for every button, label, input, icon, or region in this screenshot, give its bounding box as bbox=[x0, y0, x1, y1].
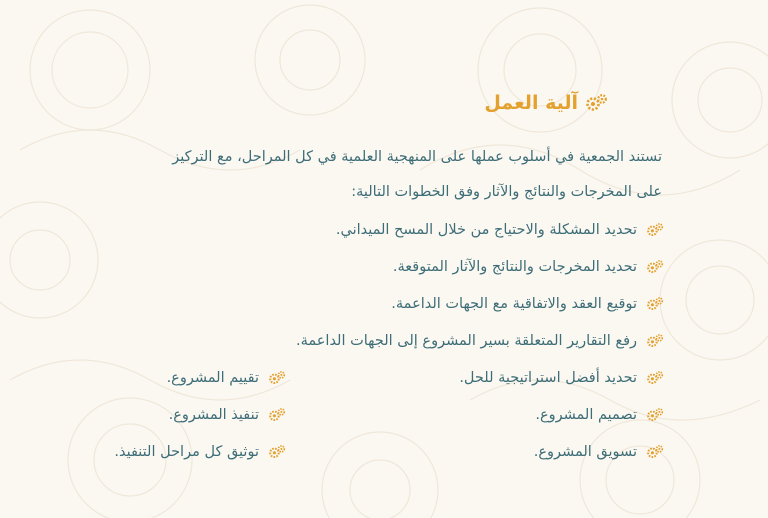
list-item bbox=[393, 259, 664, 275]
list-item-text: تحديد المخرجات والنتائج والآثار المتوقعة. bbox=[392, 259, 637, 275]
gear-icon bbox=[647, 260, 664, 274]
list-item-text: توقيع العقد والاتفاقية مع الجهات الداعمة. bbox=[391, 296, 637, 312]
section-heading bbox=[484, 92, 608, 114]
list-item-text: تنفيذ المشروع. bbox=[168, 407, 259, 423]
list-item-text: رفع التقارير المتعلقة بسير المشروع إلى الجهات الداعمة. bbox=[296, 333, 637, 349]
gear-icon bbox=[647, 297, 664, 311]
gear-icon bbox=[647, 223, 664, 237]
gear-icon bbox=[647, 371, 664, 385]
list-item bbox=[459, 370, 664, 386]
section-title: آلية العمل bbox=[484, 92, 578, 114]
list-item bbox=[535, 407, 664, 423]
gear-icon bbox=[647, 445, 664, 459]
list-item bbox=[169, 407, 286, 423]
list-item-text: تقييم المشروع. bbox=[166, 370, 259, 386]
list-item bbox=[391, 296, 664, 312]
gear-icon bbox=[269, 408, 286, 422]
intro-line-2: على المخرجات والنتائج والآثار وفق الخطوات التالية: bbox=[351, 184, 662, 200]
gear-icon bbox=[269, 445, 286, 459]
gear-icon bbox=[647, 408, 664, 422]
list-item bbox=[336, 222, 664, 238]
list-item-text: تحديد المشكلة والاحتياج من خلال المسح الميداني. bbox=[335, 222, 637, 238]
list-item-text: تسويق المشروع. bbox=[533, 444, 637, 460]
list-item bbox=[114, 444, 286, 460]
gear-icon bbox=[586, 94, 608, 112]
list-item bbox=[534, 444, 664, 460]
list-item bbox=[296, 333, 664, 349]
gear-icon bbox=[647, 334, 664, 348]
list-item-text: توثيق كل مراحل التنفيذ. bbox=[114, 444, 259, 460]
gear-icon bbox=[269, 371, 286, 385]
list-item bbox=[167, 370, 286, 386]
list-item-text: تحديد أفضل استراتيجية للحل. bbox=[459, 370, 637, 386]
intro-line-1: تستند الجمعية في أسلوب عملها على المنهجية العلمية في كل المراحل، مع التركيز bbox=[172, 149, 662, 165]
list-item-text: تصميم المشروع. bbox=[535, 407, 637, 423]
